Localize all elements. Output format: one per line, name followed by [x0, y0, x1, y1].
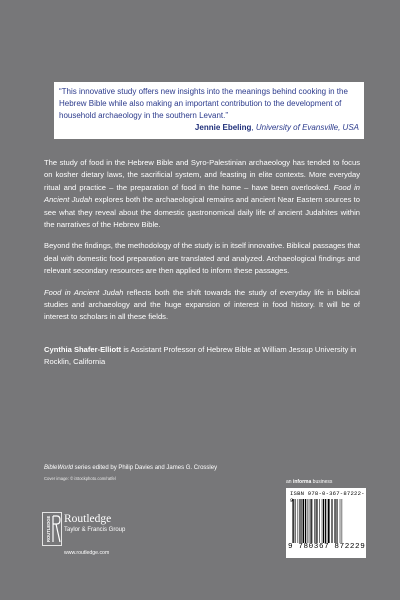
- endorsement-box: [54, 82, 364, 139]
- publisher-block: [64, 513, 125, 534]
- informa-business: [286, 479, 332, 485]
- barcode-bar: [337, 499, 338, 543]
- barcode-bar: [342, 499, 343, 543]
- author-bio-text: is Assistant Professor of Hebrew Bible at William Jessup University in Rocklin, California: [44, 345, 357, 367]
- barcode-bar: [310, 499, 311, 543]
- barcode-bar: [328, 499, 330, 543]
- barcode-bar: [331, 499, 332, 543]
- publisher-url[interactable]: www.routledge.com: [64, 550, 110, 556]
- barcode-bar: [292, 499, 293, 543]
- informa-brand: informa: [292, 479, 312, 485]
- barcode-bar: [305, 499, 306, 543]
- description-paragraph-3: [44, 287, 360, 324]
- barcode-bar: [319, 499, 320, 543]
- barcode-bar: [332, 499, 333, 543]
- barcode-bar: [309, 499, 310, 543]
- barcode-bar: [317, 499, 318, 543]
- description-text: reflects both the shift towards the study of everyday life in biblical studies and archaeology and the huge expansion of interest in food history. It will be of interest to scholars in all these fields.: [44, 287, 360, 322]
- publisher-name: Routledge: [64, 513, 112, 525]
- ean-number: 9 780367 872229: [288, 543, 366, 551]
- barcode-icon: [292, 499, 360, 543]
- barcode-bar: [293, 499, 294, 543]
- series-name: BibleWorld: [44, 465, 74, 471]
- endorsement-quote: “This innovative study offers new insights into the meanings behind cooking in the Hebrew Bible while also making an important contribution to the development of household archaeology in the southern Levant.”: [59, 87, 348, 120]
- book-description: [44, 157, 360, 333]
- cover-credit: Cover image: © iStockphoto.com/ratfel: [44, 476, 116, 481]
- barcode-bar: [340, 499, 341, 543]
- book-title-inline: Food in Ancient Judah: [44, 182, 360, 205]
- barcode-bar: [311, 499, 312, 543]
- barcode-bar: [327, 499, 328, 543]
- barcode-bar: [322, 499, 323, 543]
- informa-suffix: business: [311, 479, 333, 485]
- author-bio: [44, 344, 360, 369]
- description-paragraph-1: [44, 157, 360, 231]
- endorsement-attribution: Jennie Ebeling, University of Evansville, USA: [194, 123, 359, 132]
- barcode-bar: [316, 499, 317, 543]
- description-paragraph-2: Beyond the findings, the methodology of the study is in itself innovative. Biblical passages that deal with domestic food preparation are translated and analyzed. Archaeological findings and relevant secondary resources are then applied to inform these passages.: [44, 241, 360, 276]
- endorser-affiliation: University of Evansville, USA: [255, 123, 359, 132]
- barcode-bar: [334, 499, 335, 543]
- barcode-bar: [301, 499, 302, 543]
- logo-vertical-text: ROUTLEDGE: [46, 515, 51, 542]
- endorser-name: Jennie Ebeling: [194, 123, 252, 132]
- barcode-bar: [314, 499, 315, 543]
- routledge-logo-icon: [42, 512, 62, 546]
- series-editors: series edited by Philip Davies and James G. Crossley: [73, 465, 218, 471]
- description-text: The study of food in the Hebrew Bible and Syro-Palestinian archaeology has tended to focus on kosher dietary laws, the sacrificial system, and feasting in elite contexts. More everyday ritual and practice – the preparation of food in the home – have been overlooked.: [44, 158, 360, 192]
- barcode-bar: [295, 499, 296, 543]
- barcode-bar: [298, 499, 299, 543]
- barcode-box: [286, 488, 366, 558]
- barcode-bar: [335, 499, 336, 543]
- book-title-inline: Food in Ancient Judah: [44, 287, 124, 297]
- isbn-number: ISBN 978-0-367-87222-9: [290, 490, 365, 504]
- barcode-bar: [323, 499, 324, 543]
- informa-prefix: an: [286, 479, 293, 485]
- publisher-group: Taylor & Francis Group: [64, 527, 126, 533]
- series-line: [44, 464, 294, 473]
- barcode-bar: [307, 499, 308, 543]
- barcode-bar: [303, 499, 305, 543]
- author-name: Cynthia Shafer-Elliott: [44, 345, 122, 354]
- barcode-bar: [325, 499, 326, 543]
- barcode-bar: [299, 499, 300, 543]
- description-text: explores both the archaeological remains and ancient Near Eastern sources to see what they reveal about the domestic gastronomical daily life of ancient Judahites within the narratives of the Hebrew Bible.: [44, 195, 360, 230]
